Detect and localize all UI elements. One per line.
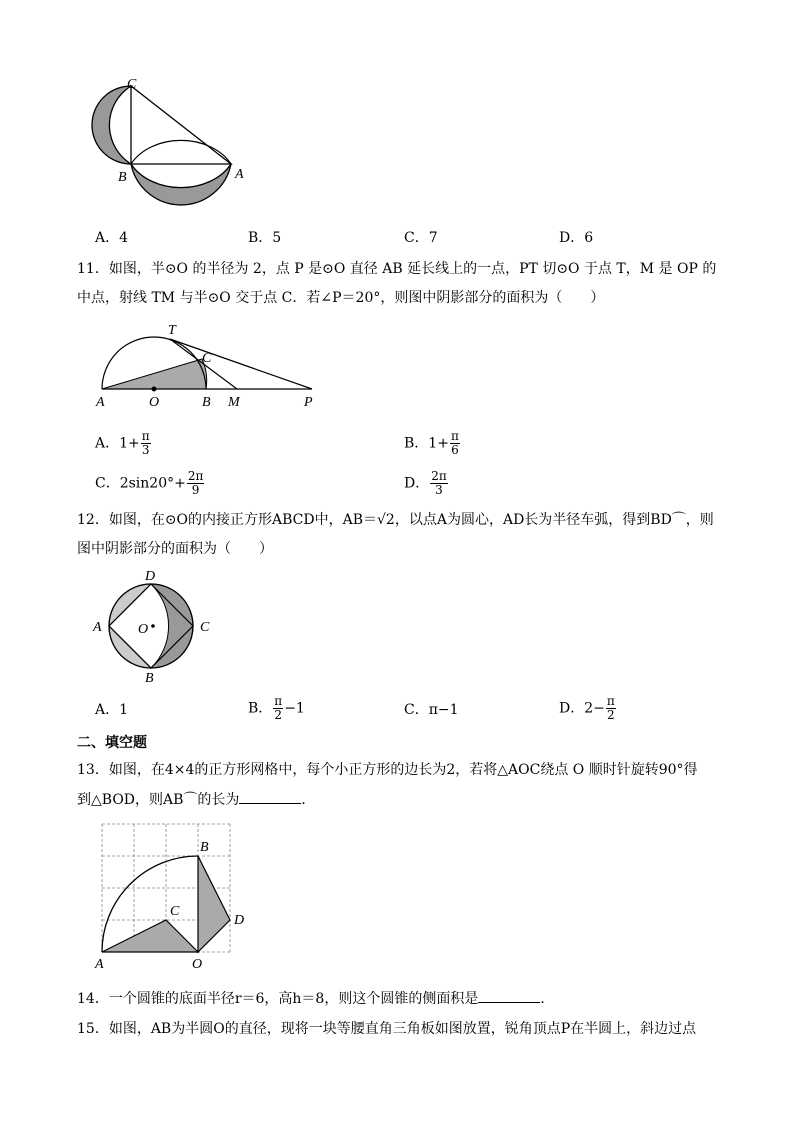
- q11-option-a: A．1+ $\frac{\pi}{3}$: [95, 429, 150, 457]
- shaded-crescent-bottom: [131, 164, 231, 205]
- q12-option-a: A．1: [95, 702, 129, 718]
- label-c: C: [202, 351, 212, 366]
- label-a: A: [95, 957, 104, 972]
- q12-text-line2: 图中阴影部分的面积为（ ）: [77, 541, 273, 557]
- q13-answer-blank[interactable]: [239, 789, 301, 804]
- triangle-bod: [198, 856, 230, 952]
- label-c: C: [200, 620, 210, 635]
- q12-text-line1: 12．如图，在⊙O的内接正方形ABCD中，AB＝√2，以点A为圆心，AD长为半径车弧，得到BD⌒，则: [77, 512, 714, 528]
- q13-text-line1: 13．如图，在4×4的正方形网格中，每个小正方形的边长为2，若将△AOC绕点 O 顺时针旋转90°得: [77, 762, 698, 778]
- section-title-fill-in: 二、填空题: [77, 735, 147, 751]
- q10-option-a: A．4: [95, 230, 129, 246]
- shaded-sector: [102, 359, 207, 389]
- triangle-abc: [131, 86, 231, 164]
- q10-option-b: B．5: [248, 230, 282, 246]
- q12-option-d: D．2− $\frac{\pi}{2}$: [559, 694, 615, 722]
- label-a: A: [235, 167, 244, 182]
- q14-answer-blank[interactable]: [478, 988, 540, 1003]
- q11-option-c: C．2sin20°+ $\frac{2\pi}{9}$: [95, 469, 204, 497]
- q11-option-b: B．1+ $\frac{\pi}{6}$: [404, 429, 459, 457]
- label-a: A: [96, 395, 105, 410]
- q15-text: 15．如图，AB为半圆O的直径，现将一块等腰直角三角板如图放置，锐角顶点P在半圆上，斜边过点: [77, 1021, 697, 1037]
- q13-figure: [92, 818, 262, 973]
- label-m: M: [228, 395, 240, 410]
- q10-option-d: D．6: [559, 230, 594, 246]
- label-a: A: [93, 620, 102, 635]
- label-b: B: [118, 170, 127, 185]
- q13-text-line2: 到△BOD，则AB⌒的长为 ．: [77, 789, 315, 810]
- shaded-lune-right: [151, 584, 193, 668]
- q10-option-c: C．7: [404, 230, 438, 246]
- label-o: O: [138, 622, 149, 637]
- q11-figure: [90, 318, 330, 410]
- label-b: B: [145, 671, 154, 686]
- q12-option-b: B． $\frac{\pi}{2}$ −1: [248, 694, 305, 722]
- label-d: D: [234, 913, 245, 928]
- triangle-aoc: [102, 920, 198, 952]
- label-d: D: [145, 569, 156, 584]
- label-t: T: [168, 323, 176, 338]
- label-o: O: [149, 395, 160, 410]
- q11-text-line2: 中点，射线 TM 与半⊙O 交于点 C．若∠P＝20°，则图中阴影部分的面积为（ ）: [77, 290, 605, 306]
- label-c: C: [170, 904, 180, 919]
- label-c: C: [127, 78, 137, 92]
- label-b: B: [202, 395, 211, 410]
- q14-text: 14．一个圆锥的底面半径r＝6，高h＝8，则这个圆锥的侧面积是 ．: [77, 988, 554, 1009]
- q12-figure: [88, 566, 218, 686]
- label-b: B: [200, 840, 209, 855]
- label-p: P: [304, 395, 313, 410]
- q11-text-line1: 11．如图，半⊙O 的半径为 2，点 P 是⊙O 直径 AB 延长线上的一点，PT 切⊙O 于点 T，M 是 OP 的: [77, 261, 717, 277]
- label-o: O: [192, 957, 203, 972]
- q12-option-c: C．π−1: [404, 702, 459, 718]
- q11-option-d: D． $\frac{2\pi}{3}$: [404, 469, 447, 497]
- shaded-crescent-left: [92, 86, 131, 164]
- q10-figure: [85, 78, 260, 223]
